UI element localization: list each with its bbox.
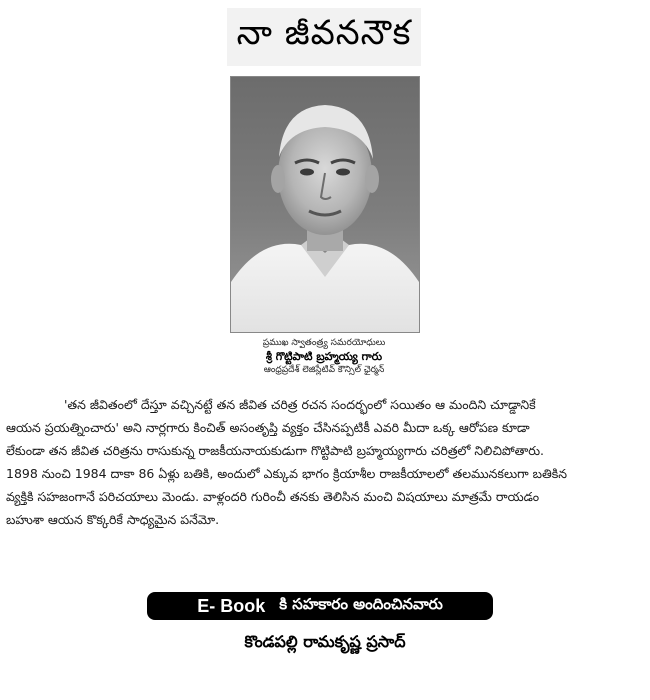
page-title: నా జీవననౌక xyxy=(236,13,412,53)
body-line: వ్యక్తికి సహజంగానే పరిచయాలు మెండు. వాళ్లందరి గురించీ తనకు తెలిసిన మంచి విషయాలు మాత్రమే రాయడం xyxy=(6,489,540,504)
body-paragraph xyxy=(6,393,644,531)
portrait-photo xyxy=(230,76,420,333)
body-line: బహుశా ఆయన కొక్కరికే సాధ్యమైన పనేమో. xyxy=(6,512,220,527)
body-line: 'తన జీవితంలో దేస్తూ వచ్చినట్టే తన జీవిత చరిత్ర రచన సందర్భంలో సయితం ఆ మందిని చూడ్డానికే xyxy=(64,397,536,412)
portrait-caption-post: ఆంధ్రప్రదేశ్ లెజిస్లేటివ్ కౌన్సిల్ ఛైర్మన్ xyxy=(263,365,385,375)
portrait-caption-role: ప్రముఖ స్వాతంత్ర్య సమరయోధులు xyxy=(262,338,386,348)
title-box xyxy=(227,8,421,66)
ebook-credit-text: కి సహకారం అందించినవారు xyxy=(279,595,443,613)
body-line: ఆయన ప్రయత్నించారు' అని నార్లగారు కించిత్ అసంతృప్తి వ్యక్తం చేసినప్పటికీ ఎవరి మీదా ఒక్క ఆరోపణ కూడా xyxy=(6,420,530,435)
portrait-caption-name: శ్రీ గొట్టిపాటి బ్రహ్మయ్య గారు xyxy=(265,350,383,363)
ebook-label: E- Book xyxy=(197,595,266,616)
contributor-name: కొండపల్లి రామకృష్ణ ప్రసాద్ xyxy=(244,632,406,651)
ebook-credit-banner xyxy=(147,592,493,620)
portrait-photo-icon xyxy=(231,77,419,332)
body-line: 1898 నుంచి 1984 దాకా 86 ఏళ్లు బతికి, అందులో ఎక్కువ భాగం క్రియాశీల రాజకీయాలలో తలమునకలుగా బతికిన xyxy=(6,466,568,481)
body-line: లేకుండా తన జీవిత చరిత్రను రాసుకున్న రాజకీయనాయకుడుగా గొట్టిపాటి బ్రహ్మయ్యగారు చరిత్రలో నిలిచిపోతారు. xyxy=(6,443,544,458)
